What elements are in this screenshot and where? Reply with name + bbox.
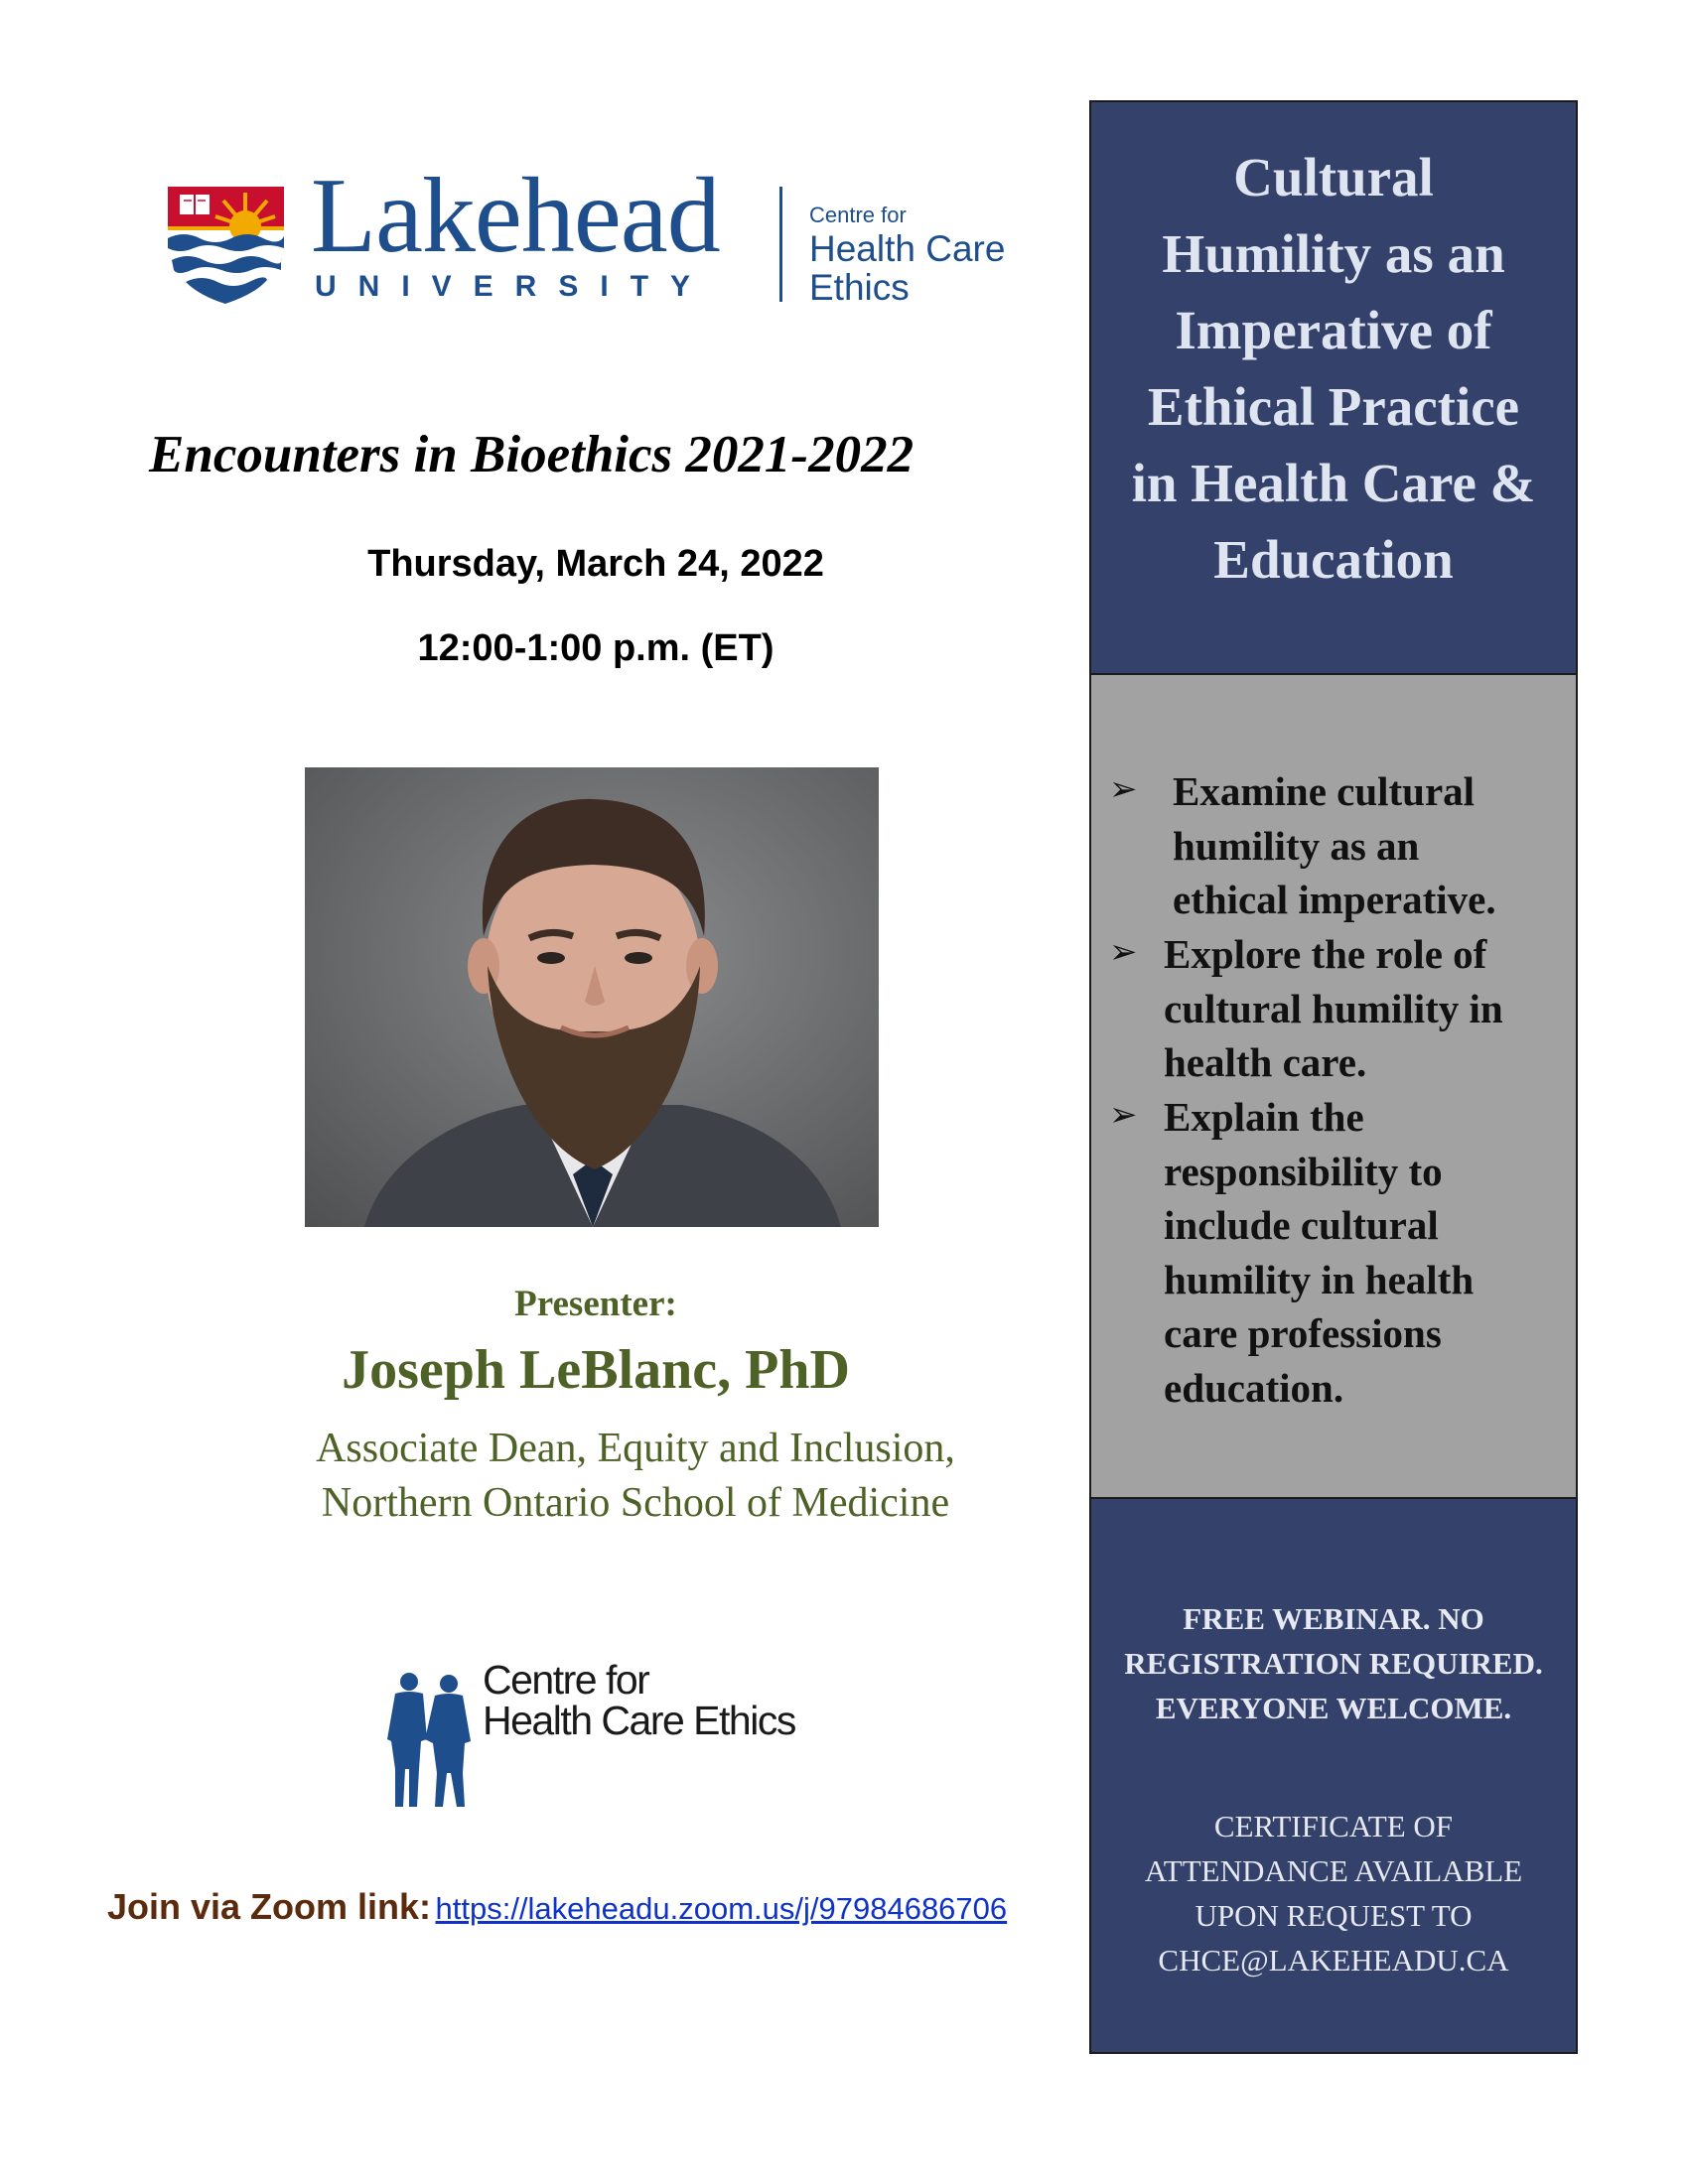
objective-line: Examine cultural: [1173, 768, 1476, 814]
chce-logo: [385, 1657, 842, 1809]
arrow-bullet-icon: ➢: [1109, 932, 1138, 972]
objectives-box: [1091, 675, 1576, 1499]
arrow-bullet-icon: ➢: [1109, 769, 1138, 809]
zoom-label: Join via Zoom link:: [107, 1886, 432, 1927]
objective-line: Explain the: [1164, 1094, 1364, 1140]
webinar-title-line: Humility as an: [1162, 223, 1505, 284]
chce-logo-text: [483, 1657, 795, 1743]
notice-line: UPON REQUEST TO: [1195, 1898, 1473, 1933]
presenter-portrait-image: [305, 767, 879, 1227]
presenter-role-line-2: Northern Ontario School of Medicine: [321, 1479, 950, 1526]
university-subword: UNIVERSITY: [315, 270, 713, 303]
sidebar-panel: [1089, 100, 1578, 2054]
presenter-label: Presenter:: [514, 1284, 677, 1324]
webinar-title: [1091, 139, 1576, 598]
webinar-title-line: in Health Care &: [1131, 453, 1536, 513]
lakehead-logo: [164, 157, 1028, 318]
zoom-link[interactable]: https://lakeheadu.zoom.us/j/97984686706: [435, 1891, 1008, 1926]
objective-item: [1109, 1090, 1566, 1415]
webinar-title-line: Ethical Practice: [1147, 376, 1520, 437]
objective-line: humility as an: [1173, 822, 1420, 869]
centre-line-3: Ethics: [809, 267, 910, 308]
certificate-notice: [1091, 1804, 1576, 1982]
objective-item: [1109, 764, 1566, 927]
sidebar-footer-box: [1091, 1499, 1576, 2052]
logo-divider: [779, 187, 782, 302]
objective-line: humility in health: [1164, 1256, 1475, 1302]
centre-logo-text: [809, 205, 1005, 306]
lakehead-wordmark: Lakehead: [311, 157, 720, 275]
notice-line: EVERYONE WELCOME.: [1155, 1691, 1512, 1725]
arrow-bullet-icon: ➢: [1109, 1095, 1138, 1135]
objective-line: health care.: [1164, 1039, 1367, 1085]
chce-line-1: Centre for: [483, 1657, 649, 1703]
event-date: Thursday, March 24, 2022: [367, 543, 824, 585]
objective-line: ethical imperative.: [1173, 877, 1496, 922]
lakehead-crest-icon: [164, 183, 288, 308]
event-time: 12:00-1:00 p.m. (ET): [417, 627, 774, 669]
sidebar-title-box: [1091, 102, 1576, 675]
webinar-title-line: Imperative of: [1175, 300, 1492, 360]
two-people-silhouette-icon: [385, 1670, 477, 1809]
centre-line-2: Health Care: [809, 228, 1006, 269]
objective-line: include cultural: [1164, 1202, 1439, 1248]
webinar-title-line: Cultural: [1233, 147, 1434, 207]
chce-line-2: Health Care Ethics: [483, 1698, 795, 1743]
presenter-role-line-1: Associate Dean, Equity and Inclusion,: [316, 1426, 955, 1471]
notice-line: REGISTRATION REQUIRED.: [1124, 1646, 1543, 1681]
objective-line: care professions: [1164, 1310, 1442, 1356]
presenter-role: [199, 1422, 1072, 1530]
zoom-line: [107, 1886, 1090, 1928]
presenter-photo: [305, 767, 879, 1227]
series-title: Encounters in Bioethics 2021-2022: [149, 426, 914, 483]
notice-line: CHCE@LAKEHEADU.CA: [1158, 1943, 1509, 1978]
notice-line: ATTENDANCE AVAILABLE: [1144, 1853, 1523, 1888]
objective-item: [1109, 927, 1566, 1090]
objective-line: education.: [1164, 1364, 1344, 1411]
notice-line: CERTIFICATE OF: [1213, 1809, 1454, 1843]
objective-line: cultural humility in: [1164, 985, 1503, 1031]
notice-line: FREE WEBINAR. NO: [1183, 1601, 1484, 1636]
webinar-title-line: Education: [1213, 529, 1454, 590]
objective-line: Explore the role of: [1164, 931, 1487, 977]
objective-line: responsibility to: [1164, 1148, 1443, 1194]
centre-line-1: Centre for: [809, 203, 907, 227]
free-webinar-notice: [1091, 1596, 1576, 1730]
presenter-name: Joseph LeBlanc, PhD: [342, 1339, 850, 1401]
